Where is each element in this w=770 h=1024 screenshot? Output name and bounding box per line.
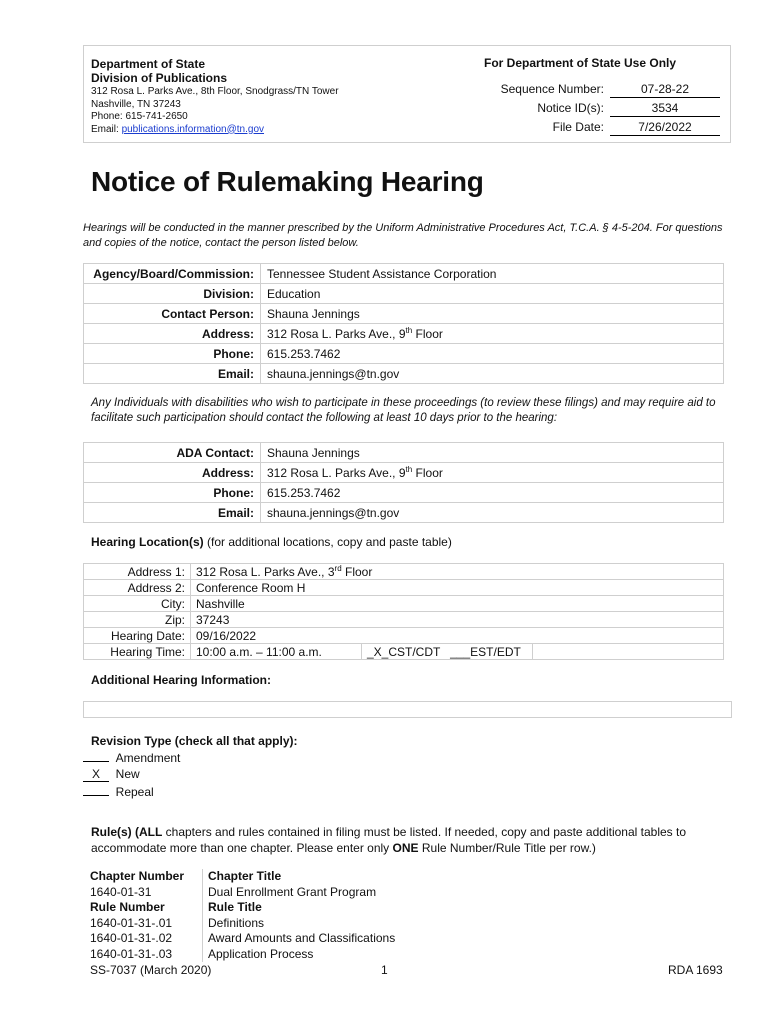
ada-email-value[interactable]: shauna.jennings@tn.gov <box>261 503 724 523</box>
revision-item-new[interactable]: X New <box>83 767 180 783</box>
hearing-time-value[interactable]: 10:00 a.m. – 11:00 a.m. <box>191 644 362 660</box>
sequence-number-label: Sequence Number: <box>500 82 604 96</box>
division-label: Division: <box>84 284 261 304</box>
department-name <box>91 57 227 85</box>
rules-table-header-cell: Rule Title <box>208 900 262 915</box>
rules-table-cell[interactable]: Application Process <box>208 946 314 961</box>
rules-table-cell[interactable]: 1640-01-31-.02 <box>85 931 203 947</box>
address-label: Address: <box>84 324 261 344</box>
rules-table <box>85 869 725 962</box>
hearing-date-value[interactable]: 09/16/2022 <box>191 628 724 644</box>
rules-table-header-cell: Chapter Number <box>85 869 203 885</box>
revision-type-heading: Revision Type (check all that apply): <box>91 734 298 748</box>
rda-number: RDA 1693 <box>668 963 723 977</box>
rules-table-row <box>85 900 725 916</box>
revision-checkbox-repeal[interactable] <box>83 782 109 796</box>
rules-table-cell[interactable]: 1640-01-31-.01 <box>85 916 203 932</box>
ada-contact-value[interactable]: Shauna Jennings <box>261 443 724 463</box>
ada-address-value[interactable]: 312 Rosa L. Parks Ave., 9th Floor <box>261 463 724 483</box>
email-value[interactable]: shauna.jennings@tn.gov <box>261 364 724 384</box>
notice-id-value[interactable]: 3534 <box>610 101 720 117</box>
revision-checkbox-amendment[interactable] <box>83 748 109 762</box>
disability-note: Any Individuals with disabilities who wish to participate in these proceedings (to review these filings) and may require aid to facilitate such participation should contact the following at least 10 days prior to the hearing: <box>91 397 716 424</box>
rules-table-header-cell: Chapter Title <box>208 869 282 884</box>
rules-table-cell[interactable]: Definitions <box>208 915 265 930</box>
hearing-timezone-value[interactable]: _X_CST/CDT ___EST/EDT <box>362 644 533 660</box>
file-date-value[interactable]: 7/26/2022 <box>610 120 720 136</box>
page-title: Notice of Rulemaking Hearing <box>91 166 484 197</box>
dept-address-line2: Nashville, TN 37243 <box>91 98 181 110</box>
hearing-address1-value[interactable]: 312 Rosa L. Parks Ave., 3rd Floor <box>191 564 724 580</box>
ada-contact-label: ADA Contact: <box>84 443 261 463</box>
dept-title: Department of State <box>91 57 206 71</box>
file-date-label: File Date: <box>552 120 604 134</box>
dept-address-line1: 312 Rosa L. Parks Ave., 8th Floor, Snodgrass/TN Tower <box>91 86 339 97</box>
ada-email-label: Email: <box>84 503 261 523</box>
dept-phone: Phone: 615-741-2650 <box>91 111 188 122</box>
rules-table-cell[interactable]: Dual Enrollment Grant Program <box>208 884 377 899</box>
intro-text: Hearings will be conducted in the manner prescribed by the Uniform Administrative Procedures Act, T.C.A. § 4-5-204. For questions and copies of the notice, contact the person listed below. <box>83 222 723 249</box>
dept-email-link[interactable]: publications.information@tn.gov <box>121 123 265 135</box>
rules-table-row <box>85 869 725 885</box>
hearing-time-label: Hearing Time: <box>84 644 191 660</box>
ada-address-label: Address: <box>84 463 261 483</box>
ada-table <box>83 442 724 523</box>
hearing-location-table <box>83 563 724 660</box>
hearing-city-value[interactable]: Nashville <box>191 596 724 612</box>
revision-checkbox-new[interactable]: X <box>83 768 109 782</box>
hearing-location-heading: Hearing Location(s) (for additional locations, copy and paste table) <box>91 535 452 549</box>
rules-table-row <box>85 931 725 947</box>
notice-id-label: Notice ID(s): <box>537 101 604 115</box>
agency-label: Agency/Board/Commission: <box>84 264 261 284</box>
hearing-zip-value[interactable]: 37243 <box>191 612 724 628</box>
contact-person-value[interactable]: Shauna Jennings <box>261 304 724 324</box>
dept-email-label: Email: <box>91 123 122 135</box>
hearing-address2-value[interactable]: Conference Room H <box>191 580 724 596</box>
ada-phone-label: Phone: <box>84 483 261 503</box>
rules-note: Rule(s) (ALL chapters and rules contained in filing must be listed. If needed, copy and paste additional tables to accommodate more than one chapter. Please enter only ONE Rule Number/Rule Title per row.) <box>91 825 686 855</box>
additional-info-heading: Additional Hearing Information: <box>91 673 271 687</box>
address-value[interactable]: 312 Rosa L. Parks Ave., 9th Floor <box>261 324 724 344</box>
form-number: SS-7037 (March 2020) <box>90 963 212 977</box>
department-contact <box>91 86 339 136</box>
additional-info-field[interactable] <box>83 701 732 718</box>
sequence-number-value[interactable]: 07-28-22 <box>610 82 720 98</box>
agency-value[interactable]: Tennessee Student Assistance Corporation <box>261 264 724 284</box>
hearing-time-extra[interactable] <box>533 644 724 660</box>
rules-table-cell[interactable]: Award Amounts and Classifications <box>208 931 396 946</box>
hearing-zip-label: Zip: <box>84 612 191 628</box>
hearing-city-label: City: <box>84 596 191 612</box>
phone-value[interactable]: 615.253.7462 <box>261 344 724 364</box>
hearing-address1-label: Address 1: <box>84 564 191 580</box>
phone-label: Phone: <box>84 344 261 364</box>
state-use-only-heading: For Department of State Use Only <box>484 56 677 70</box>
rules-table-row <box>85 947 725 963</box>
rules-table-row <box>85 916 725 932</box>
page-number: 1 <box>381 963 388 977</box>
division-title: Division of Publications <box>91 71 228 85</box>
agency-table <box>83 263 724 384</box>
revision-type-list <box>83 748 180 801</box>
email-label: Email: <box>84 364 261 384</box>
rules-table-cell[interactable]: 1640-01-31-.03 <box>85 947 203 963</box>
revision-item-amendment[interactable]: Amendment <box>83 748 180 767</box>
rules-table-cell[interactable]: 1640-01-31 <box>85 885 203 901</box>
contact-person-label: Contact Person: <box>84 304 261 324</box>
rules-table-row <box>85 885 725 901</box>
rules-table-header-cell: Rule Number <box>85 900 203 916</box>
hearing-address2-label: Address 2: <box>84 580 191 596</box>
ada-phone-value[interactable]: 615.253.7462 <box>261 483 724 503</box>
division-value[interactable]: Education <box>261 284 724 304</box>
revision-item-repeal[interactable]: Repeal <box>83 782 180 801</box>
hearing-date-label: Hearing Date: <box>84 628 191 644</box>
